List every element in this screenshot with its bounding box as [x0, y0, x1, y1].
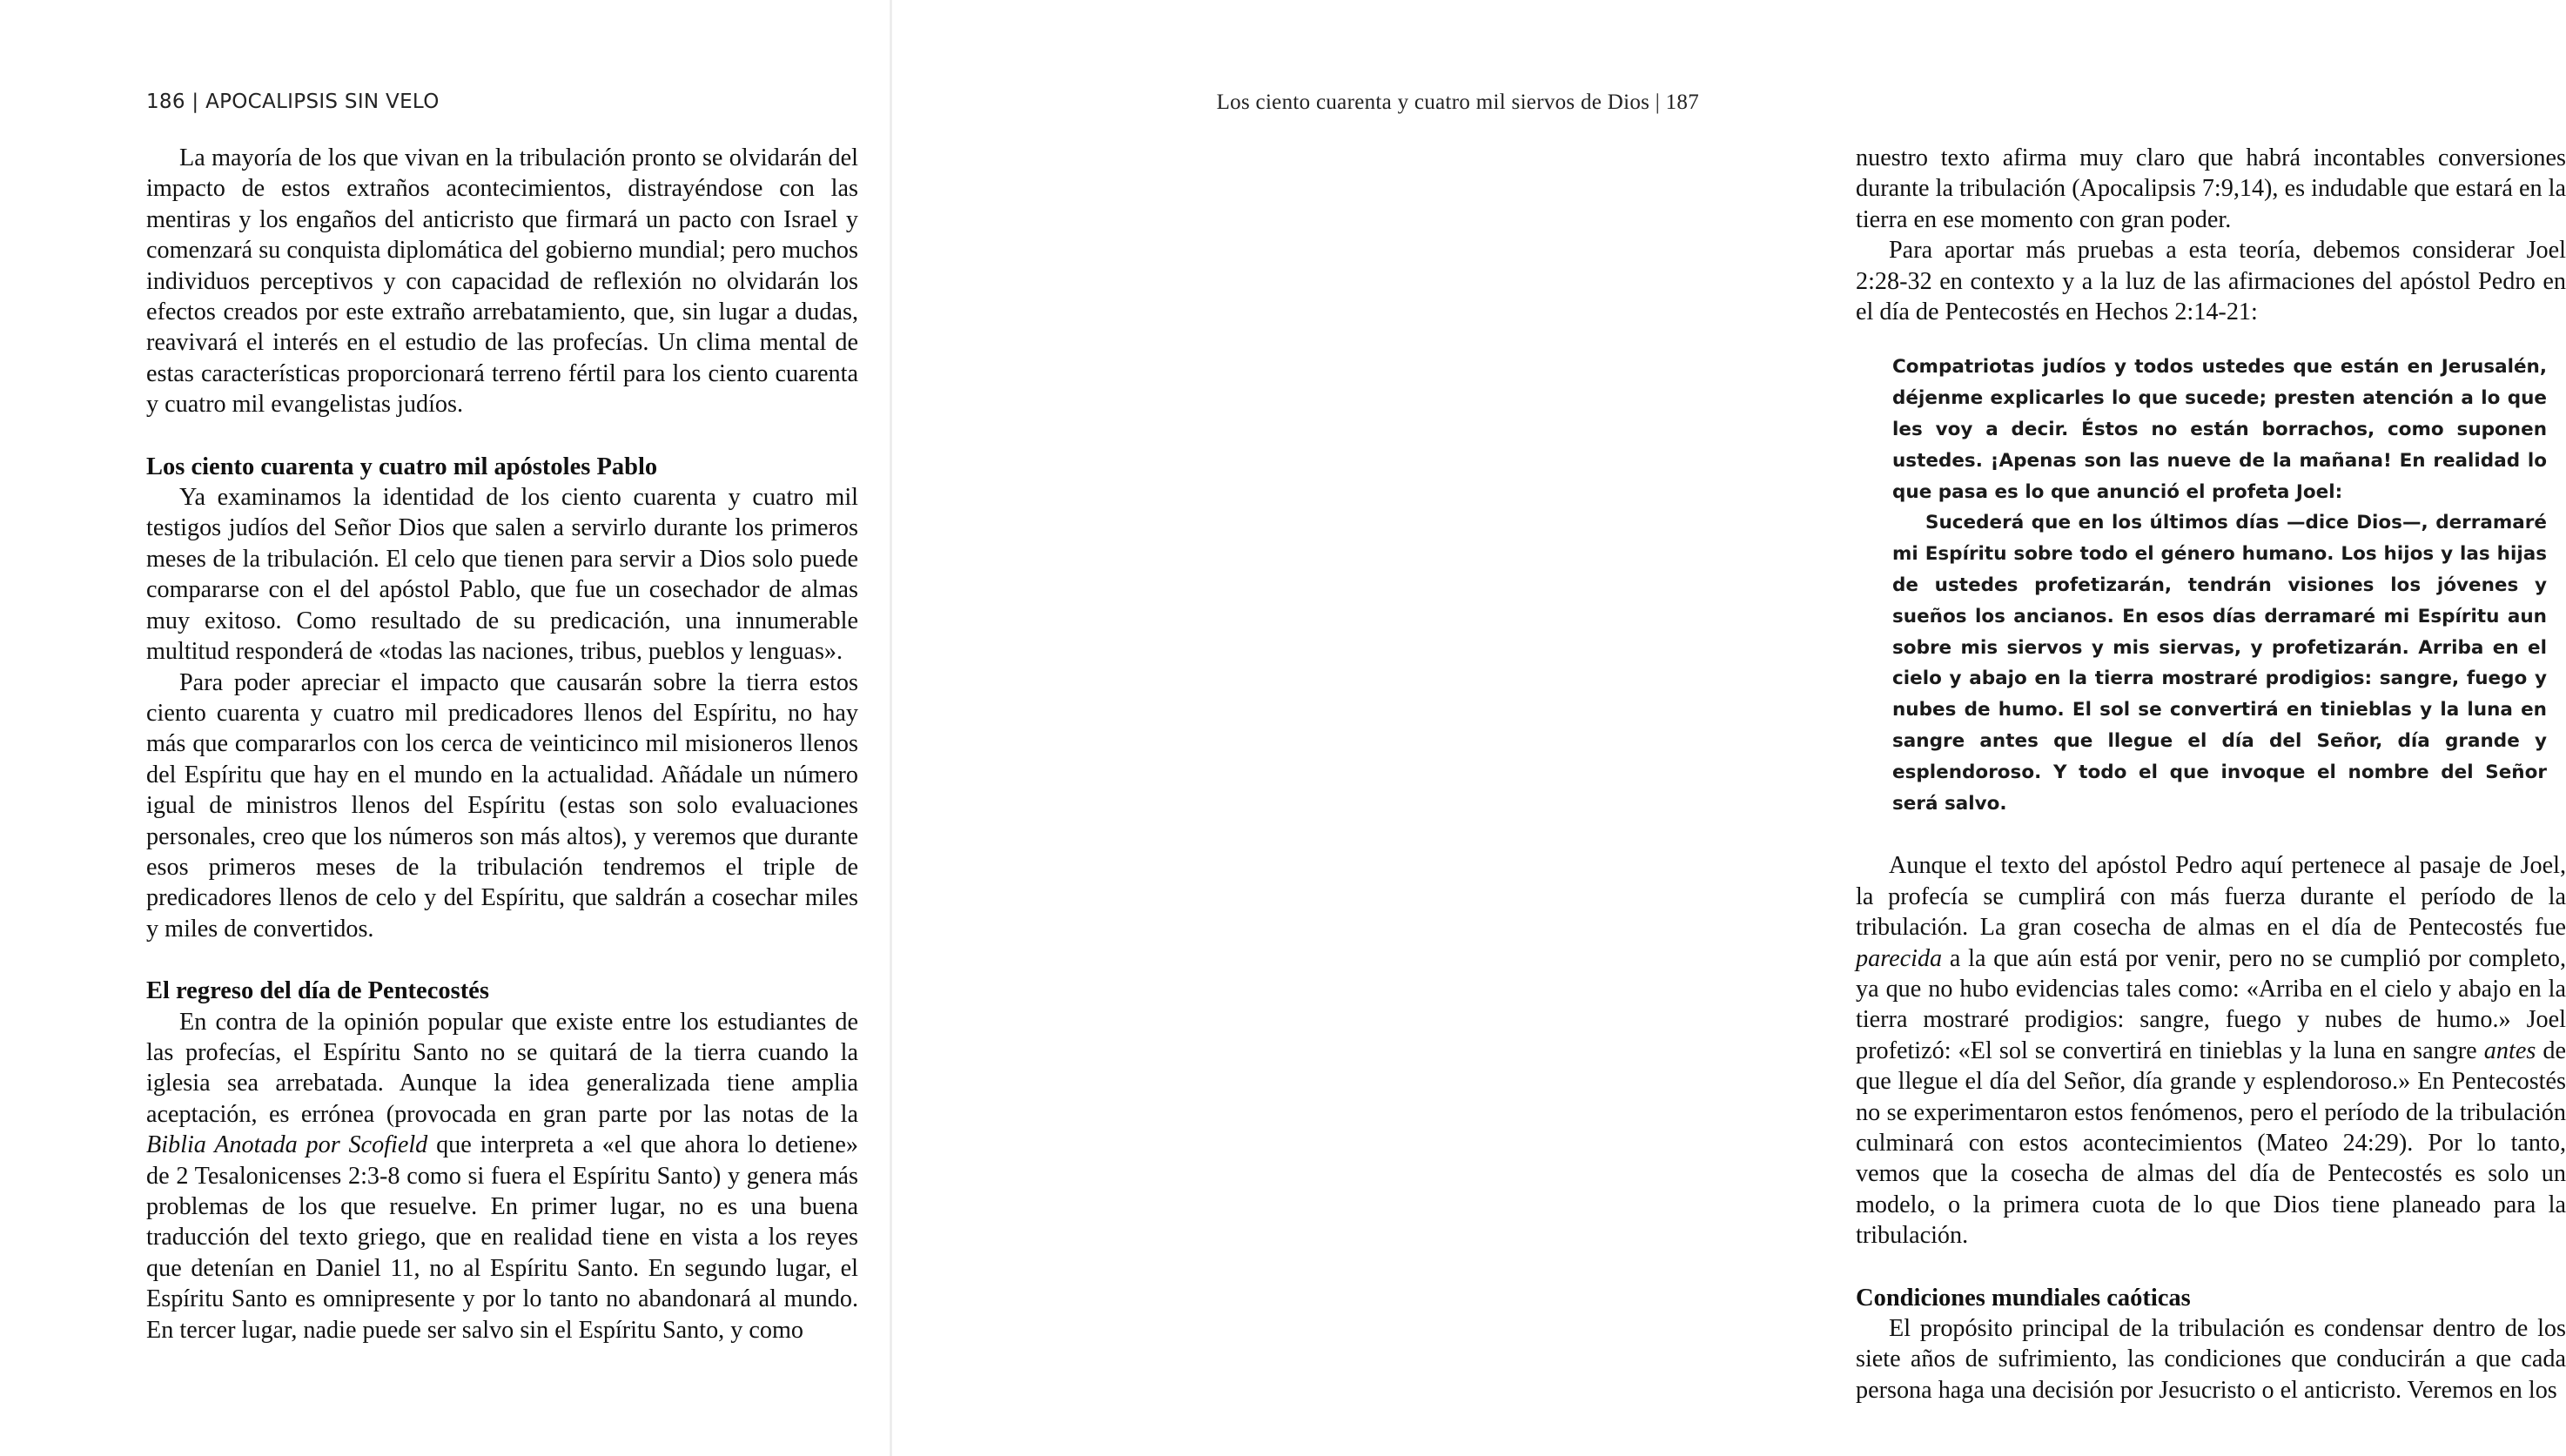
section-heading-condiciones: Condiciones mundiales caóticas	[1856, 1284, 2191, 1312]
left-paragraph-2: Ya examinamos la identidad de los ciento cuarenta y cuatro mil testigos judíos del Señor Dios que salen a servirlo durante los primeros meses de la tribulación. El celo que tienen para servir a Dios solo puede compararse con el del apóstol Pablo, que fue un cosechador de almas muy exitoso. Como resultado de su predicación, una innumerable multitud responderá de «todas las naciones, tribus, pueblos y lenguas».	[146, 484, 858, 666]
right-text-column	[1856, 143, 2566, 1406]
section-heading-pablo: Los ciento cuarenta y cuatro mil apóstoles Pablo	[146, 453, 658, 480]
left-text-column	[146, 143, 858, 1345]
block-quote	[1892, 352, 2547, 819]
left-page	[0, 0, 891, 1456]
block-quote-part-2: Sucederá que en los últimos días —dice Dios—, derramaré mi Espíritu sobre todo el género humano. Los hijos y las hijas de ustedes profetizarán, tendrán visiones los jóvenes y sueños los ancianos. En esos días derramaré mi Espíritu aun sobre mis siervos y mis siervas, y profetizarán. Arriba en el cielo y abajo en la tierra mostraré prodigios: sangre, fuego y nubes de humo. El sol se convertirá en tinieblas y la luna en sangre antes que llegue el día del Señor, día grande y esplendoroso. Y todo el que invoque el nombre del Señor será salvo.	[1892, 512, 2547, 815]
right-paragraph-4: El propósito principal de la tribulación es condensar dentro de los siete años de sufrimiento, las condiciones que conducirán a que cada persona haga una decisión por Jesucristo o el anticristo. Veremos en los	[1856, 1315, 2566, 1404]
right-paragraph-3: Aunque el texto del apóstol Pedro aquí pertenece al pasaje de Joel, la profecía se cumplirá con más fuerza durante el período de la tribulación. La gran cosecha de almas en el día de Pentecostés fue parecida a la que aún está por venir, pero no se cumplió por completo, ya que no hubo evidencias tales como: «Arriba en el cielo y abajo en la tierra mostraré prodigios: sangre, fuego y nubes de humo.» Joel profetizó: «El sol se convertirá en tinieblas y la luna en sangre antes de que llegue el día del Señor, día grande y esplendoroso.» En Pentecostés no se experimentaron estos fenómenos, pero el período de la tribulación culminará con estos acontecimientos (Mateo 24:29). Por lo tanto, vemos que la cosecha de almas del día de Pentecostés es solo un modelo, o la primera cuota de lo que Dios tiene planeado para la tribulación.	[1856, 852, 2566, 1250]
right-page	[891, 0, 2566, 1456]
section-heading-pentecostes: El regreso del día de Pentecostés	[146, 977, 489, 1005]
left-paragraph-1: La mayoría de los que vivan en la tribulación pronto se olvidarán del impacto de estos extraños acontecimientos, distrayéndose con las mentiras y los engaños del anticristo que firmará un pacto con Israel y comenzará su conquista diplomática del gobierno mundial; pero muchos individuos perceptivos y con capacidad de reflexión no olvidarán los efectos creados por este extraño arrebatamiento, que, sin lugar a dudas, reavivará el interés en el estudio de las profecías. Un clima mental de estas características proporcionará terreno fértil para los ciento cuarenta y cuatro mil evangelistas judíos.	[146, 144, 858, 419]
right-paragraph-2: Para aportar más pruebas a esta teoría, debemos considerar Joel 2:28-32 en contexto y a la luz de las afirmaciones del apóstol Pedro en el día de Pentecostés en Hechos 2:14-21:	[1856, 237, 2566, 326]
book-title-scofield: Biblia Anotada por Scofield	[146, 1131, 428, 1159]
block-quote-part-1: Compatriotas judíos y todos ustedes que están en Jerusalén, déjenme explicarles lo que sucede; presten atención a lo que les voy a decir. Éstos no están borrachos, como suponen ustedes. ¡Apenas son las nueve de la mañana! En realidad lo que pasa es lo que anunció el profeta Joel:	[1892, 356, 2547, 503]
left-paragraph-4: En contra de la opinión popular que existe entre los estudiantes de las profecías, el Espíritu Santo no se quitará de la tierra cuando la iglesia sea arrebatada. Aunque la idea generalizada tiene amplia aceptación, es errónea (provocada en gran parte por las notas de la Biblia Anotada por Scofield que interpreta a «el que ahora lo detiene» de 2 Tesalonicenses 2:3-8 como si fuera el Espíritu Santo) y genera más problemas de los que resuelve. En primer lugar, no es una buena traducción del texto griego, que en realidad tiene en vista a los reyes que detenían en Daniel 11, no al Espíritu Santo. En segundo lugar, el Espíritu Santo es omnipresente y por lo tanto no abandonará al mundo. En tercer lugar, nadie puede ser salvo sin el Espíritu Santo, y como	[146, 1008, 858, 1344]
right-paragraph-1: nuestro texto afirma muy claro que habrá incontables conversiones durante la tribulación (Apocalipsis 7:9,14), es indudable que estará en la tierra en ese momento con gran poder.	[1856, 144, 2566, 233]
left-running-head: 186 | APOCALIPSIS SIN VELO	[146, 91, 440, 113]
right-running-head: Los ciento cuarenta y cuatro mil siervos de Dios | 187	[1216, 91, 1699, 114]
left-paragraph-3: Para poder apreciar el impacto que causarán sobre la tierra estos ciento cuarenta y cuatro mil predicadores llenos del Espíritu, no hay más que compararlos con los cerca de veinticinco mil misioneros llenos del Espíritu que hay en el mundo en la actualidad. Añádale un número igual de ministros llenos del Espíritu (estas son solo evaluaciones personales, creo que los números son más altos), y veremos que durante esos primeros meses de la tribulación tendremos el triple de predicadores llenos de celo y del Espíritu, que saldrán a cosechar miles y miles de convertidos.	[146, 668, 858, 943]
